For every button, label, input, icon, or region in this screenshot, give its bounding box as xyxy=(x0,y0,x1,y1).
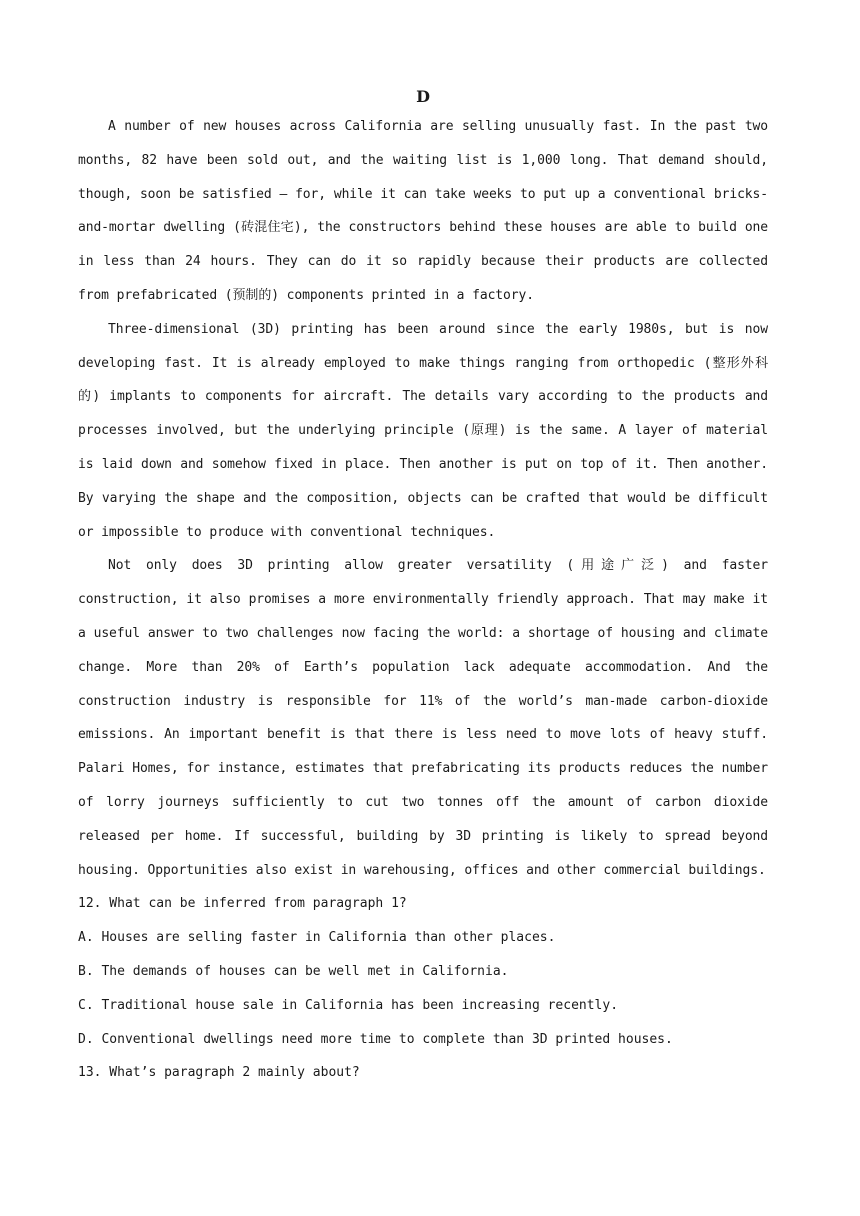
question-12 xyxy=(78,887,768,1056)
paragraph-2: Three-dimensional (3D) printing has been around since the early 1980s, but is now developing fast. It is already employed to make things ranging from orthopedic (整形外科的) implants to components for aircraft. The details vary according to the products and processes involved, but the underlying principle (原理) is the same. A layer of material is laid down and somehow fixed in place. Then another is put on top of it. Then another. By varying the shape and the composition, objects can be crafted that would be difficult or impossible to produce with conventional techniques. xyxy=(78,321,768,540)
question-13 xyxy=(78,1056,768,1090)
question-12-option-b: B. The demands of houses can be well met in California. xyxy=(78,963,509,979)
question-13-stem: 13. What’s paragraph 2 mainly about? xyxy=(78,1065,360,1081)
question-12-option-d: D. Conventional dwellings need more time to complete than 3D printed houses. xyxy=(78,1031,673,1047)
question-12-option-a: A. Houses are selling faster in California than other places. xyxy=(78,930,556,946)
section-title: D xyxy=(416,87,430,106)
question-12-stem: 12. What can be inferred from paragraph 1? xyxy=(78,896,407,912)
question-12-option-c: C. Traditional house sale in California has been increasing recently. xyxy=(78,997,619,1013)
document-page xyxy=(78,84,768,1090)
paragraph-1: A number of new houses across California are selling unusually fast. In the past two months, 82 have been sold out, and the waiting list is 1,000 long. That demand should, though, soon be satisfied — for, while it can take weeks to put up a conventional bricks-and-mortar dwelling (砖混住宅), the constructors behind these houses are able to build one in less than 24 hours. They can do it so rapidly because their products are collected from prefabricated (预制的) components printed in a factory. xyxy=(78,119,768,303)
paragraph-3: Not only does 3D printing allow greater versatility (用途广泛) and faster construction, it also promises a more environmentally friendly approach. That may make it a useful answer to two challenges now facing the world: a shortage of housing and climate change. More than 20% of Earth’s population lack adequate accommodation. And the construction industry is responsible for 11% of the world’s man-made carbon-dioxide emissions. An important benefit is that there is less need to move lots of heavy stuff. Palari Homes, for instance, estimates that prefabricating its products reduces the number of lorry journeys sufficiently to cut two tonnes off the amount of carbon dioxide released per home. If successful, building by 3D printing is likely to spread beyond housing. Opportunities also exist in warehousing, offices and other commercial buildings. xyxy=(78,558,768,878)
